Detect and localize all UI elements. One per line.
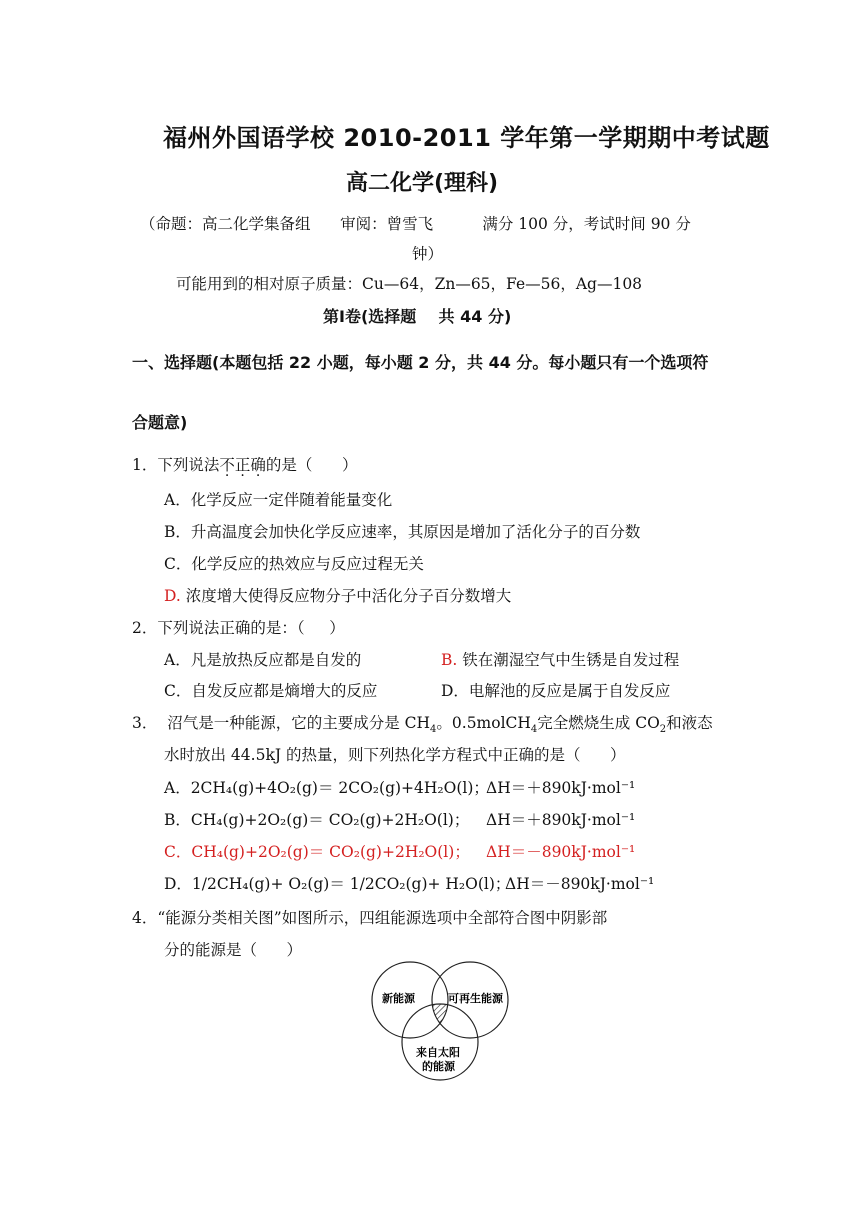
q1-option-d-text: 浓度增大使得反应物分子中活化分子百分数增大 (180, 587, 512, 605)
q3-option-a-enthalpy: ΔH＝＋890kJ·mol⁻¹ (486, 779, 636, 797)
q3-stem-part: 3． 沼气是一种能源，它的主要成分是 CH (132, 714, 431, 732)
exam-title: 福州外国语学校 2010-2011 学年第一学期期中考试题 (163, 124, 770, 152)
subscript: 4 (430, 724, 437, 736)
q1-option-a: A．化学反应一定伴随着能量变化 (164, 491, 393, 509)
q2-option-b-label: B. (441, 651, 458, 669)
exam-meta-line1: （命题：高二化学集备组 审阅：曾雪飞 满分 100 分，考试时间 90 分 (140, 215, 691, 233)
q3-option-b-enthalpy: ΔH＝＋890kJ·mol⁻¹ (486, 811, 636, 829)
q3-option-d-equation: D．1/2CH₄(g)+ O₂(g)＝ 1/2CO₂(g)+ H₂O(l)； (164, 875, 511, 893)
q1-option-d-label: D. (164, 587, 181, 605)
q2-option-a: A．凡是放热反应都是自发的 (164, 651, 362, 669)
section-instruction-line1: 一、选择题(本题包括 22 小题，每小题 2 分，共 44 分。每小题只有一个选项符 (132, 353, 709, 372)
venn-label-solar-line2: 的能源 (422, 1060, 455, 1073)
q3-stem-part: 和液态 (666, 714, 713, 732)
q1-option-c: C．化学反应的热效应与反应过程无关 (164, 555, 424, 573)
q3-option-d-enthalpy: ΔH＝－890kJ·mol⁻¹ (505, 875, 655, 893)
q2-option-b-text: 铁在潮湿空气中生锈是自发过程 (457, 651, 680, 669)
subscript: 2 (659, 724, 667, 736)
venn-label-solar-line1: 来自太阳 (416, 1046, 460, 1059)
venn-label-renewable: 可再生能源 (448, 992, 503, 1005)
section-instruction-line2: 合题意) (132, 413, 188, 432)
section-title: 第Ⅰ卷(选择题 共 44 分) (323, 307, 512, 326)
subscript: 4 (530, 724, 538, 736)
q3-stem-line2: 水时放出 44.5kJ 的热量，则下列热化学方程式中正确的是（ ） (164, 746, 626, 764)
q2-option-b (441, 648, 679, 670)
q3-option-c-equation: C．CH₄(g)+2O₂(g)＝ CO₂(g)+2H₂O(l)； (164, 843, 470, 861)
q3-option-a-equation: A．2CH₄(g)+4O₂(g)＝ 2CO₂(g)+4H₂O(l)； (164, 779, 489, 797)
q1-emphasis-char: 正 (234, 456, 251, 474)
q2-stem: 2．下列说法正确的是：（ ） (132, 619, 345, 637)
q1-option-d (164, 584, 511, 606)
q3-option-c-enthalpy: ΔH＝－890kJ·mol⁻¹ (486, 843, 636, 861)
q3-stem-part: 完全燃烧生成 CO (537, 714, 660, 732)
venn-label-new-energy: 新能源 (382, 992, 415, 1005)
q3-stem-line1 (132, 711, 713, 736)
exam-meta-line2: 钟） (412, 245, 444, 263)
q3-stem-part: 。0.5molCH (436, 714, 531, 732)
q1-stem-pre: 1．下列说法 (132, 456, 220, 474)
q2-option-d: D．电解池的反应是属于自发反应 (441, 682, 671, 700)
q1-emphasis-char: 不 (219, 456, 235, 474)
q4-stem-line1: 4．“能源分类相关图”如图所示，四组能源选项中全部符合图中阴影部 (132, 909, 608, 927)
q4-stem-line2: 分的能源是（ ） (164, 941, 303, 959)
atomic-masses: 可能用到的相对原子质量：Cu—64，Zn—65，Fe—56，Ag—108 (176, 275, 643, 293)
exam-subtitle: 高二化学(理科) (346, 171, 499, 196)
q3-option-b-equation: B．CH₄(g)+2O₂(g)＝ CO₂(g)+2H₂O(l)； (164, 811, 470, 829)
q1-stem (132, 453, 357, 475)
q1-emphasis-char: 确 (250, 456, 266, 474)
q1-stem-post: 的是（ ） (265, 456, 358, 474)
q1-option-b: B．升高温度会加快化学反应速率，其原因是增加了活化分子的百分数 (164, 523, 641, 541)
energy-venn-diagram (360, 960, 520, 1090)
q2-option-c: C．自发反应都是熵增大的反应 (164, 682, 378, 700)
